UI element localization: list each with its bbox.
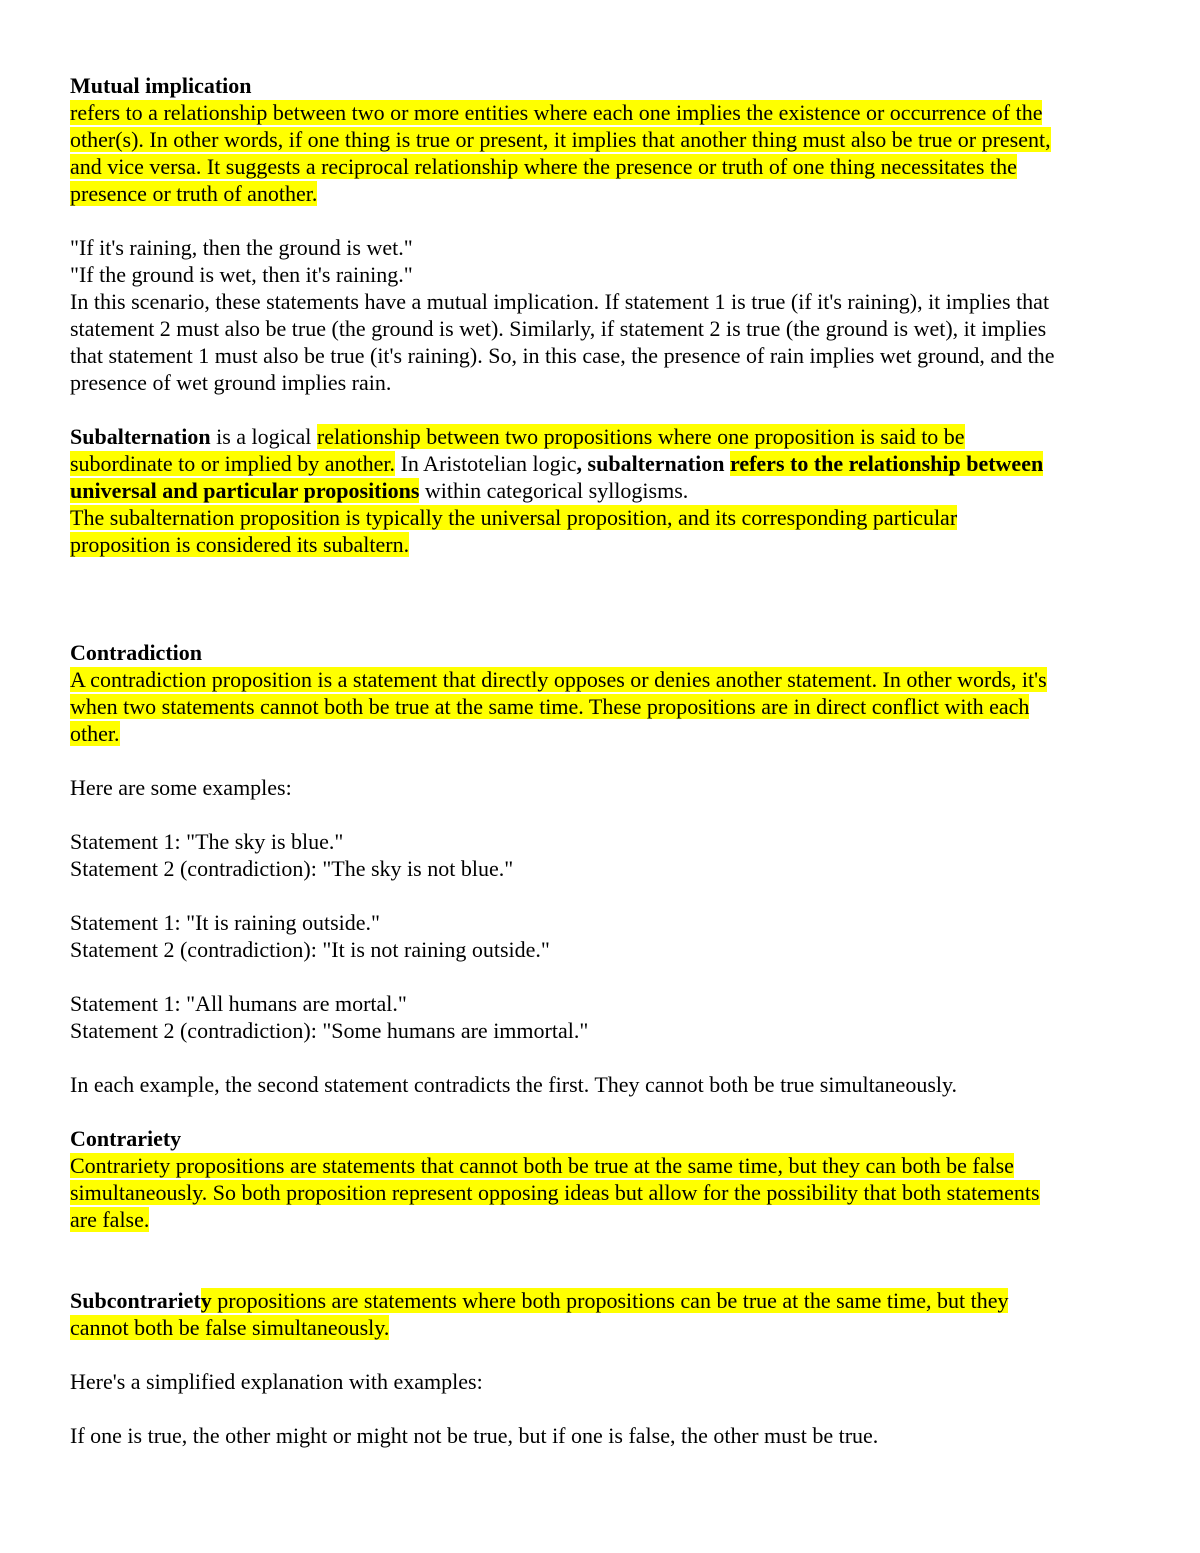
- contrariety-def-line: are false.: [70, 1207, 150, 1232]
- heading-mutual-implication: Mutual implication: [70, 73, 252, 98]
- heading-contradiction: Contradiction: [70, 640, 202, 665]
- text-segment: is a logical: [210, 424, 317, 449]
- mutual-example-line: In this scenario, these statements have a mutual implication. If statement 1 is true (if it's raining), it implies that: [70, 289, 1050, 314]
- subalternation-line: [70, 423, 1140, 450]
- contrariety-def-line: simultaneously. So both proposition represent opposing ideas but allow for the possibility that both statements: [70, 1180, 1040, 1205]
- subalternation-line: [70, 477, 1140, 504]
- mutual-example-line: "If the ground is wet, then it's raining.": [70, 262, 413, 287]
- text-segment: universal and particular propositions: [70, 478, 420, 503]
- contradiction-conclusion: In each example, the second statement contradicts the first. They cannot both be true simultaneously.: [70, 1072, 958, 1097]
- contradiction-def-line: when two statements cannot both be true at the same time. These propositions are in direct conflict with each: [70, 694, 1030, 719]
- text-segment: subordinate to or implied by another.: [70, 451, 396, 476]
- text-segment: relationship between two propositions where one proposition is said to be: [316, 424, 965, 449]
- examples-intro: Here are some examples:: [70, 775, 292, 800]
- document-page: [70, 72, 1140, 1449]
- mutual-def-line: and vice versa. It suggests a reciprocal relationship where the presence or truth of one thing necessitates the: [70, 154, 1017, 179]
- example-statement: Statement 1: "It is raining outside.": [70, 910, 381, 935]
- mutual-def-line: presence or truth of another.: [70, 181, 318, 206]
- subalternation-line: [70, 450, 1140, 477]
- subalternation-term: Subalternation: [70, 424, 211, 449]
- text-segment: refers to the relationship between: [729, 451, 1044, 476]
- example-statement: Statement 2 (contradiction): "The sky is not blue.": [70, 856, 514, 881]
- subcontrariety-rule: If one is true, the other might or might not be true, but if one is false, the other must be true.: [70, 1423, 879, 1448]
- mutual-def-line: refers to a relationship between two or more entities where each one implies the existence or occurrence of the: [70, 100, 1043, 125]
- text-segment: y: [200, 1288, 212, 1313]
- text-segment: , subalternation: [576, 451, 730, 476]
- subcontrariety-line: cannot both be false simultaneously.: [70, 1315, 390, 1340]
- contradiction-def-line: A contradiction proposition is a statement that directly opposes or denies another statement. In other words, it's: [70, 667, 1047, 692]
- mutual-example-line: statement 2 must also be true (the ground is wet). Similarly, if statement 2 is true (the ground is wet), it implies: [70, 316, 1047, 341]
- contradiction-def-line: other.: [70, 721, 120, 746]
- mutual-def-line: other(s). In other words, if one thing is true or present, it implies that another thing must also be true or present,: [70, 127, 1051, 152]
- mutual-example-line: presence of wet ground implies rain.: [70, 370, 392, 395]
- example-statement: Statement 2 (contradiction): "It is not raining outside.": [70, 937, 550, 962]
- subcontrariety-line: [70, 1287, 1140, 1314]
- subalternation-line: proposition is considered its subaltern.: [70, 532, 410, 557]
- mutual-example-line: that statement 1 must also be true (it's raining). So, in this case, the presence of rain implies wet ground, and the: [70, 343, 1055, 368]
- text-segment: propositions are statements where both propositions can be true at the same time, but they: [211, 1288, 1009, 1313]
- subcontrariety-term: Subcontrariet: [70, 1288, 201, 1313]
- text-segment: within categorical syllogisms.: [419, 478, 689, 503]
- subcontrariety-intro: Here's a simplified explanation with examples:: [70, 1369, 483, 1394]
- subalternation-line: The subalternation proposition is typically the universal proposition, and its corresponding particular: [70, 505, 958, 530]
- contrariety-def-line: Contrariety propositions are statements that cannot both be true at the same time, but they can both be false: [70, 1153, 1014, 1178]
- text-segment: In Aristotelian logic: [395, 451, 577, 476]
- example-statement: Statement 1: "The sky is blue.": [70, 829, 344, 854]
- heading-contrariety: Contrariety: [70, 1126, 182, 1151]
- mutual-example-line: "If it's raining, then the ground is wet.": [70, 235, 413, 260]
- example-statement: Statement 2 (contradiction): "Some humans are immortal.": [70, 1018, 589, 1043]
- example-statement: Statement 1: "All humans are mortal.": [70, 991, 407, 1016]
